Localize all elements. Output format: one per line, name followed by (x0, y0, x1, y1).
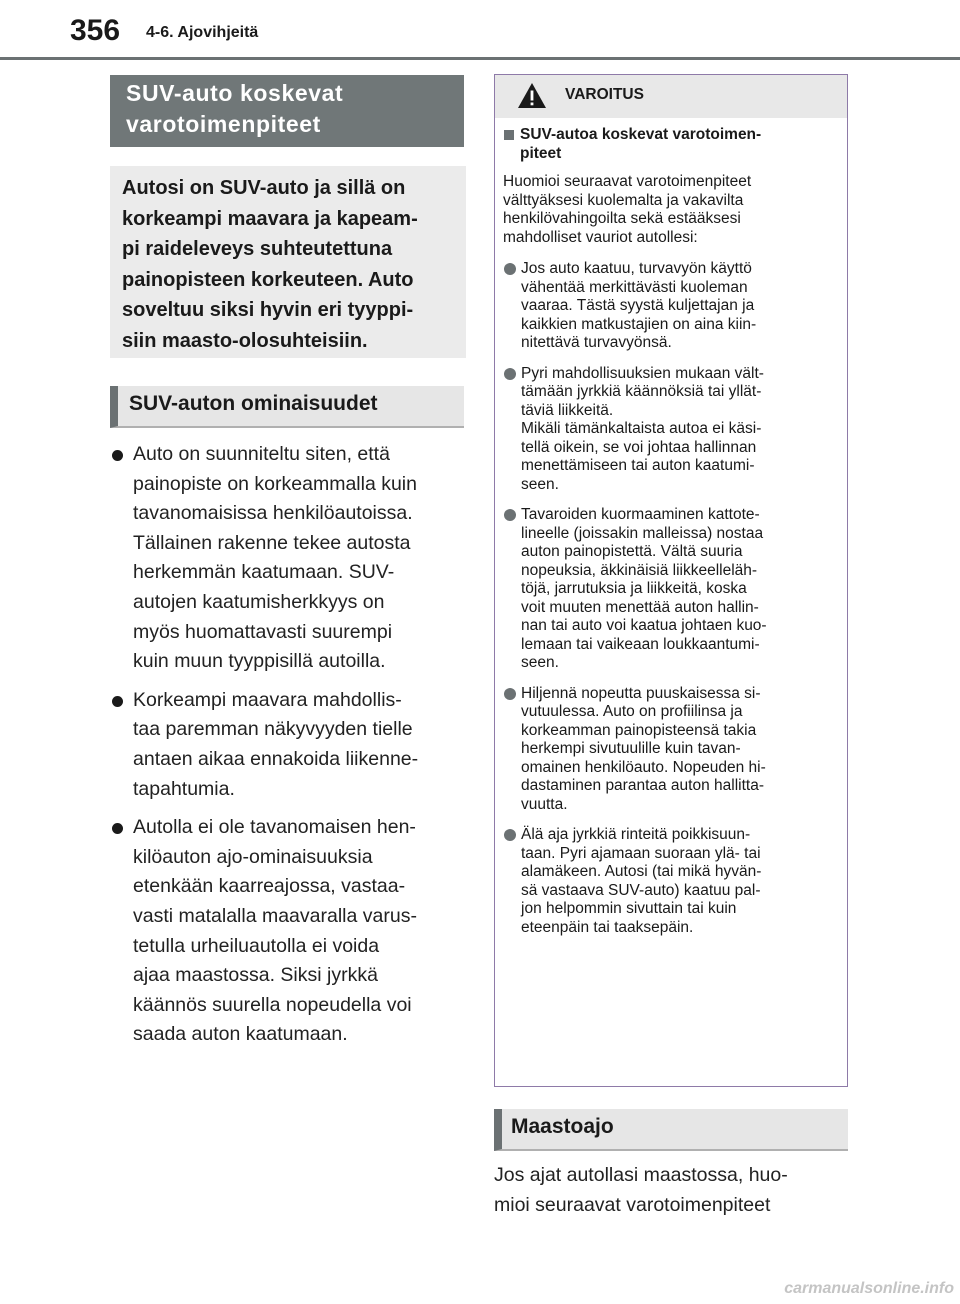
warning-triangle-icon (517, 82, 547, 109)
bullet-icon (112, 696, 123, 707)
warning-item-line: dastaminen parantaa auton hallitta- (521, 777, 764, 794)
intro-line: Autosi on SUV-auto ja sillä on (122, 177, 406, 199)
bullet-line: Auto on suunniteltu siten, että (133, 443, 390, 465)
warning-item-line: lemaan tai vaikeaan loukkaantumi- (521, 635, 760, 653)
bullet-line: kuin muun tyyppisillä autoilla. (133, 650, 386, 673)
warning-item-line: vaaraa. Tästä syystä kuljettajan ja (521, 297, 755, 314)
circle-bullet-icon (504, 688, 516, 700)
section-title-line: SUV-auto koskevat (126, 80, 344, 106)
section-title-line: varotoimenpiteet (126, 111, 321, 137)
warning-item-line: korkeamman painopisteensä takia (521, 721, 757, 739)
bullet-line: tetulla urheiluautolla ei voida (133, 934, 380, 957)
bullet-icon (112, 823, 123, 834)
bullet-icon (112, 450, 123, 461)
bullet-line: autojen kaatumisherkkyys on (133, 590, 385, 613)
warning-intro-line: Huomioi seuraavat varotoimenpiteet (503, 173, 752, 190)
warning-item-line: seen. (521, 475, 559, 493)
warning-intro-line: mahdolliset vauriot autollesi: (503, 228, 698, 246)
warning-item-line: vuutta. (521, 795, 568, 813)
warning-subheading (503, 126, 843, 163)
bullet-line: myös huomattavasti suurempi (133, 620, 393, 643)
bullet-line: etenkään kaarreajossa, vastaa- (133, 875, 406, 898)
warning-box (494, 74, 848, 1087)
intro-box (110, 166, 466, 358)
warning-item (503, 365, 843, 495)
warning-item (503, 685, 843, 815)
warning-item-line: menettämiseen tai auton kaatumi- (521, 457, 755, 474)
warning-item-line: nopeuksia, äkkinäisiä liikkeelleläh- (521, 561, 758, 579)
square-bullet-icon (504, 130, 514, 140)
warning-item-line: taan. Pyri ajamaan suoraan ylä- tai (521, 844, 761, 862)
warning-title: VAROITUS (565, 86, 644, 103)
warning-body (503, 126, 843, 949)
warning-item-line: lineelle (joissakin malleissa) nostaa (521, 524, 764, 542)
watermark: carmanualsonline.info (784, 1280, 954, 1297)
warning-header (495, 75, 847, 118)
warning-item-line: herkempi sivutuulille kuin tavan- (521, 740, 741, 757)
bullet-line: ajaa maastossa. Siksi jyrkkä (133, 964, 378, 987)
warning-item (503, 506, 843, 673)
warning-item-line: voit muuten menettää auton hallin- (521, 598, 759, 616)
page-number: 356 (70, 14, 121, 47)
circle-bullet-icon (504, 509, 516, 521)
subheading-features: SUV-auton ominaisuudet (110, 386, 464, 428)
warning-item-line: auton painopistettä. Vältä suuria (521, 543, 743, 560)
bullet-item (112, 813, 472, 1050)
bullet-line: herkemmän kaatumaan. SUV- (133, 561, 395, 584)
circle-bullet-icon (504, 829, 516, 841)
warning-item (503, 826, 843, 937)
warning-item-line: nan tai auto voi kaatua johtaen kuo- (521, 617, 767, 634)
warning-item (503, 260, 843, 353)
warning-item-line: vähentää merkittävästi kuoleman (521, 278, 748, 296)
intro-line: korkeampi maavara ja kapeam- (122, 207, 418, 230)
circle-bullet-icon (504, 263, 516, 275)
intro-line: pi raideleveys suhteutettuna (122, 238, 393, 260)
warning-subheading-line: SUV-autoa koskevat varotoimen- (520, 126, 762, 143)
warning-item-line: omainen henkilöauto. Nopeuden hi- (521, 758, 766, 776)
header-divider (0, 57, 960, 60)
warning-item-line: Tavaroiden kuormaaminen kattote- (521, 506, 760, 523)
warning-item-line: sä vastaava SUV-auto) kaatuu pal- (521, 881, 761, 899)
warning-subheading-line: piteet (520, 144, 562, 162)
bullet-line: taa paremman näkyvyyden tielle (133, 718, 413, 741)
warning-intro-line: välttyäksesi kuolemalta ja vakavilta (503, 191, 744, 209)
warning-intro (503, 173, 843, 247)
warning-item-line: tämään jyrkkiä käännöksiä tai yllät- (521, 383, 762, 400)
subheading-offroad: Maastoajo (494, 1109, 848, 1151)
bullet-item (112, 686, 472, 804)
warning-item-line: Jos auto kaatuu, turvavyön käyttö (521, 260, 752, 277)
warning-item-line: Mikäli tämänkaltaista autoa ei käsi- (521, 420, 762, 437)
feature-bullet-list (112, 440, 472, 1059)
warning-item-line: seen. (521, 654, 559, 671)
offroad-line: Jos ajat autollasi maastossa, huo- (494, 1164, 788, 1186)
bullet-line: tavanomaisissa henkilöautoissa. (133, 502, 413, 525)
offroad-paragraph (494, 1160, 854, 1220)
bullet-line: Tällainen rakenne tekee autosta (133, 531, 411, 554)
offroad-line: mioi seuraavat varotoimenpiteet (494, 1194, 771, 1216)
warning-item-line: tellä oikein, se voi johtaa hallinnan (521, 438, 757, 456)
warning-item-line: Hiljennä nopeutta puuskaisessa si- (521, 684, 761, 702)
bullet-line: tapahtumia. (133, 777, 235, 800)
section-label: 4-6. Ajovihjeitä (146, 24, 259, 41)
bullet-line: Autolla ei ole tavanomaisen hen- (133, 816, 416, 839)
bullet-line: saada auton kaatumaan. (133, 1023, 348, 1046)
warning-item-line: nitettävä turvavyönsä. (521, 334, 672, 351)
bullet-item (112, 440, 472, 677)
circle-bullet-icon (504, 368, 516, 380)
section-title (110, 75, 464, 147)
warning-item-line: alamäkeen. Autosi (tai mikä hyvän- (521, 863, 762, 880)
warning-intro-line: henkilövahingoilta sekä estääksesi (503, 210, 741, 227)
bullet-line: Korkeampi maavara mahdollis- (133, 688, 402, 711)
bullet-line: painopiste on korkeammalla kuin (133, 472, 417, 495)
bullet-line: käännös suurella nopeudella voi (133, 993, 412, 1016)
intro-line: soveltuu siksi hyvin eri tyyppi- (122, 299, 414, 321)
bullet-line: antaen aikaa ennakoida liikenne- (133, 747, 419, 770)
warning-item-line: täviä liikkeitä. (521, 401, 614, 419)
page-header (0, 0, 960, 62)
warning-item-line: Älä aja jyrkkiä rinteitä poikkisuun- (521, 826, 751, 843)
warning-item-line: kaikkien matkustajien on aina kiin- (521, 315, 757, 333)
intro-line: siin maasto-olosuhteisiin. (122, 329, 368, 352)
warning-item-line: jon helpommin sivuttain tai kuin (521, 900, 737, 917)
intro-line: painopisteen korkeuteen. Auto (122, 268, 414, 291)
warning-item-line: eteenpäin tai taaksepäin. (521, 918, 694, 936)
warning-item-line: töjä, jarrutuksia ja liikkeitä, koska (521, 580, 747, 597)
bullet-line: vasti matalalla maavaralla varus- (133, 904, 417, 927)
warning-item-line: vutuulessa. Auto on profiilinsa ja (521, 703, 743, 720)
warning-item-line: Pyri mahdollisuuksien mukaan vält- (521, 364, 764, 382)
bullet-line: kilöauton ajo-ominaisuuksia (133, 845, 373, 868)
